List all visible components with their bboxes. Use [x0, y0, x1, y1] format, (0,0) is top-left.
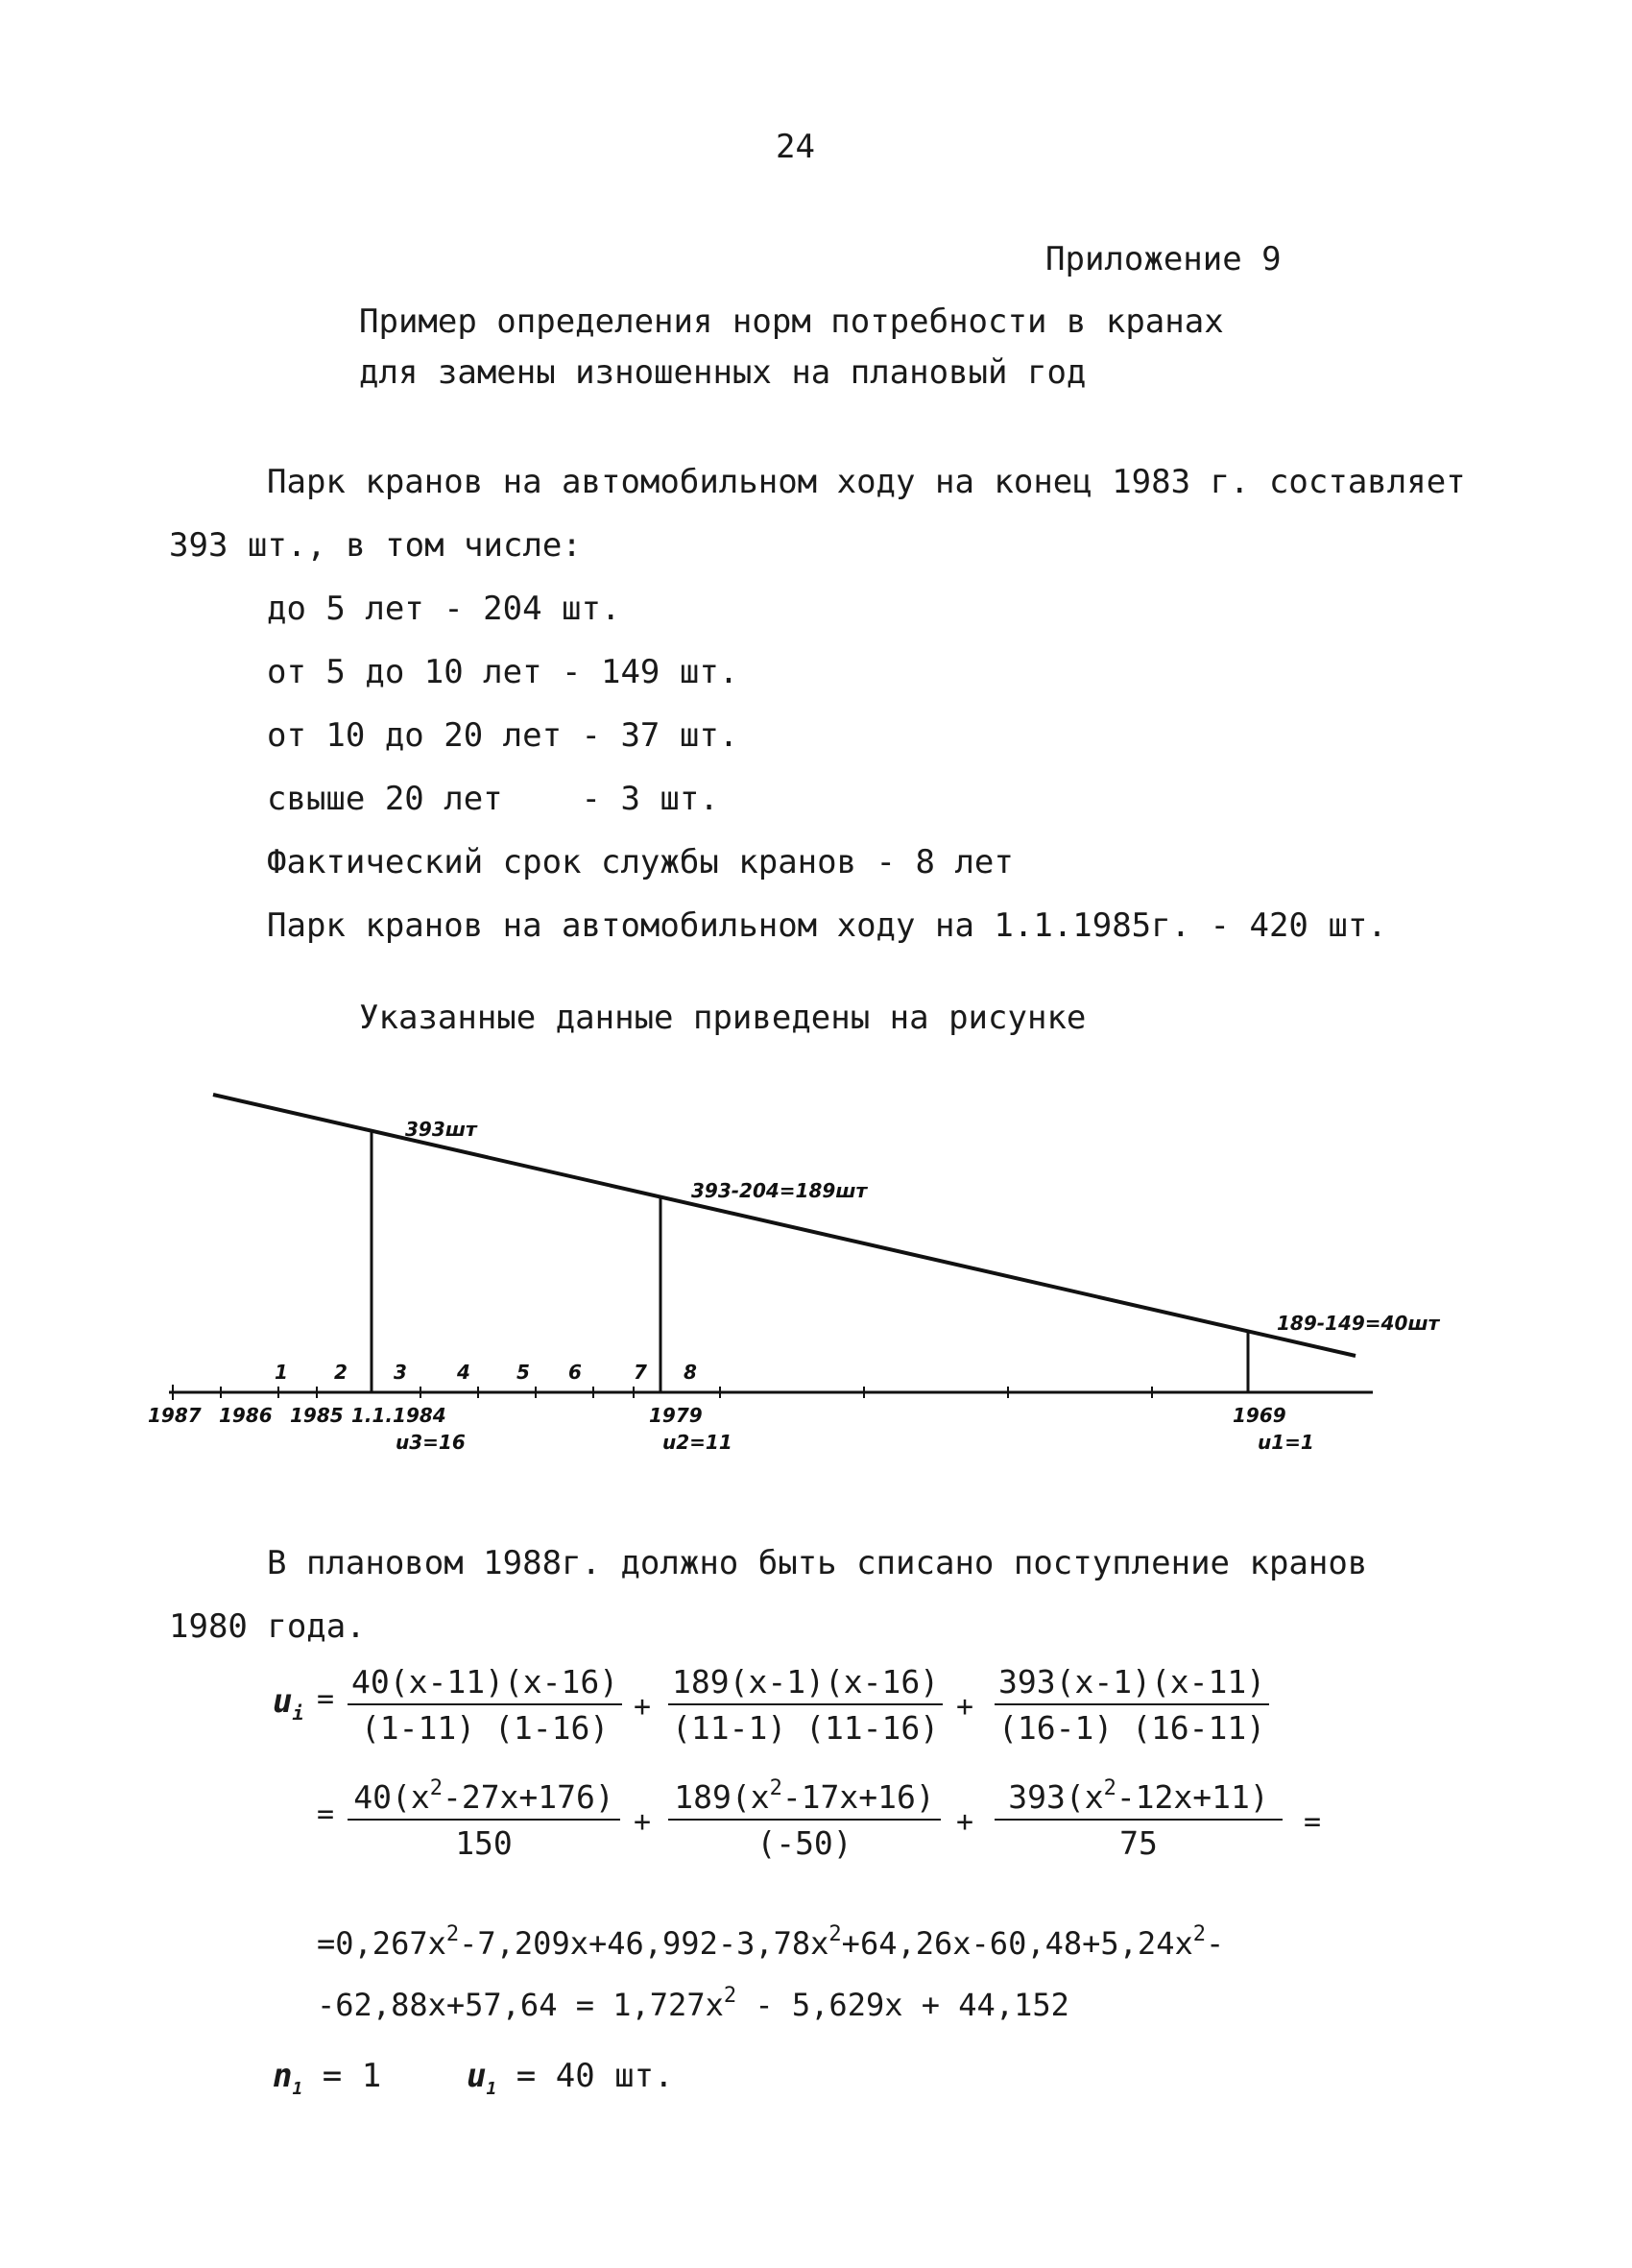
plus-sign: +: [634, 1690, 652, 1724]
title-line-1: Пример определения норм потребности в кранах: [359, 302, 1224, 341]
u2-label: u2=11: [662, 1431, 732, 1454]
u1-label: u1=1: [1258, 1431, 1314, 1454]
list-item: свыше 20 лет - 3 шт.: [267, 780, 719, 818]
list-item: от 5 до 10 лет - 149 шт.: [267, 653, 739, 691]
formula-eq: =: [317, 1798, 335, 1831]
fraction-numerator: $393(x^2-12x+11)$: [995, 1778, 1283, 1821]
formula-lhs: $u_i$: [273, 1682, 304, 1725]
expansion-line-2: $-62,88x+57,64 = 1,727x^2 - 5,629x + 44,152$: [317, 1984, 1069, 2023]
fraction-denominator: (16-1) (16-11): [998, 1709, 1266, 1747]
fraction-denominator: (-50): [756, 1824, 852, 1862]
fraction-denominator: 75: [1119, 1824, 1158, 1862]
interval-number: 1: [275, 1361, 288, 1384]
interval-number: 4: [457, 1361, 470, 1384]
list-item: от 10 до 20 лет - 37 шт.: [267, 716, 739, 755]
page-number: 24: [776, 128, 815, 166]
list-item: Фактический срок службы кранов - 8 лет: [267, 843, 1014, 881]
title-line-2: для замены изношенных на плановый год: [359, 353, 1087, 392]
fraction-numerator: 40(x-11)(x-16): [348, 1663, 622, 1705]
result-n1: $n_1 = 1$: [273, 2057, 382, 2099]
axis-year-label: 1987: [148, 1404, 202, 1427]
result-u1: $u_1 = 40$ шт.: [467, 2057, 674, 2099]
intro-line-1: Парк кранов на автомобильном ходу на конец 1983 г. составляет: [267, 463, 1466, 501]
interval-number: 8: [684, 1361, 697, 1384]
plus-sign: +: [956, 1690, 974, 1724]
fraction-simplified-3: [995, 1778, 1283, 1863]
formula-eq: =: [1304, 1805, 1322, 1839]
decline-line: [213, 1095, 1356, 1356]
fraction-numerator: 189(x-1)(x-16): [668, 1663, 943, 1705]
fraction-term-1: [348, 1663, 622, 1748]
fraction-term-3: [995, 1663, 1269, 1748]
axis-year-label: 1.1.1984: [351, 1404, 446, 1427]
fraction-simplified-1: [348, 1778, 620, 1863]
fraction-numerator: $40(x^2-27x+176)$: [348, 1778, 620, 1821]
interval-number: 3: [394, 1361, 407, 1384]
fraction-numerator: $189(x^2-17x+16)$: [668, 1778, 941, 1821]
plus-sign: +: [634, 1805, 652, 1839]
fraction-numerator: 393(x-1)(x-11): [995, 1663, 1269, 1705]
axis-year-label: 1986: [219, 1404, 273, 1427]
axis-year-label: 1979: [649, 1404, 703, 1427]
para2-line-1: В плановом 1988г. должно быть списано поступление кранов: [267, 1544, 1368, 1582]
expansion-line-1: $=0,267x^2-7,209x+46,992-3,78x^2+64,26x-60,48+5,24x^2-$: [317, 1922, 1225, 1962]
interval-number: 5: [516, 1361, 530, 1384]
label-189: 393-204=189шт: [691, 1179, 868, 1202]
interval-number: 2: [334, 1361, 348, 1384]
fraction-denominator: (1-11) (1-16): [360, 1709, 610, 1747]
label-40: 189-149=40шт: [1277, 1312, 1440, 1335]
axis-year-label: 1985: [290, 1404, 344, 1427]
fraction-term-2: [668, 1663, 943, 1748]
u3-label: u3=16: [396, 1431, 466, 1454]
interval-number: 7: [634, 1361, 647, 1384]
fraction-denominator: (11-1) (11-16): [672, 1709, 940, 1747]
fraction-simplified-2: [668, 1778, 941, 1863]
label-393: 393шт: [405, 1118, 477, 1141]
fraction-denominator: 150: [455, 1824, 513, 1862]
intro-line-2: 393 шт., в том числе:: [169, 526, 582, 565]
para2-line-2: 1980 года.: [169, 1607, 366, 1646]
formula-eq: =: [317, 1682, 335, 1716]
list-item: Парк кранов на автомобильном ходу на 1.1.1985г. - 420 шт.: [267, 906, 1387, 945]
figure-caption: Указанные данные приведены на рисунке: [359, 999, 1087, 1037]
plus-sign: +: [956, 1805, 974, 1839]
axis-year-label: 1969: [1233, 1404, 1286, 1427]
interval-number: 6: [568, 1361, 582, 1384]
list-item: до 5 лет - 204 шт.: [267, 590, 621, 628]
appendix-label: Приложение 9: [1045, 240, 1282, 278]
